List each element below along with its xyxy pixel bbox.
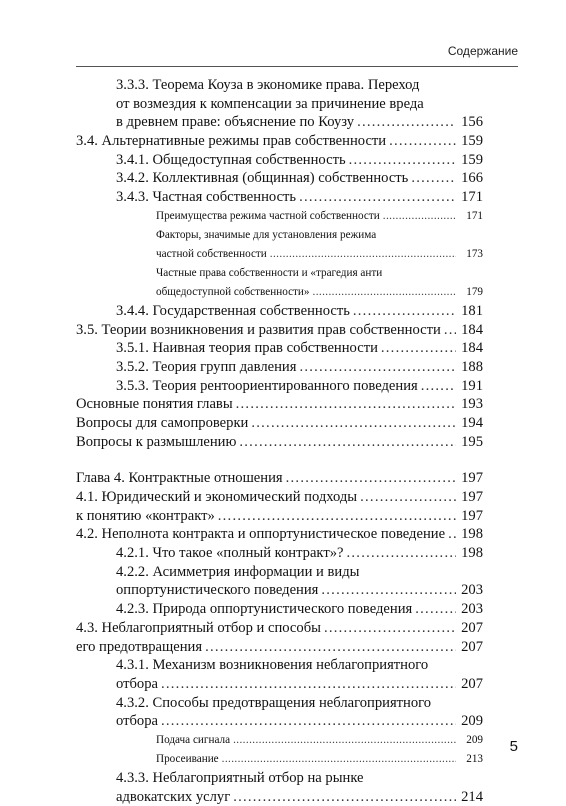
dot-leader	[383, 207, 456, 226]
toc-entry[interactable]	[76, 377, 483, 396]
toc-page-number: 207	[461, 675, 483, 692]
toc-entry[interactable]	[76, 525, 483, 544]
toc-entry-title: отбора	[116, 713, 158, 730]
toc-entry[interactable]	[76, 207, 483, 226]
toc-entry-title: отбора	[116, 675, 158, 692]
toc-entry-title: адвокатских услуг	[116, 788, 231, 805]
toc-entry-title: Факторы, значимые для установления режима	[156, 228, 377, 241]
dot-leader	[233, 788, 456, 806]
toc-page-number: 193	[461, 396, 483, 413]
toc-entry-title: 4.2.3. Природа оппортунистического поведения	[116, 601, 413, 618]
toc-entry-title: Глава 4. Контрактные отношения	[76, 470, 283, 487]
toc-entry-title: общедоступной собственности»	[156, 285, 310, 298]
dot-leader	[381, 339, 456, 358]
toc-page-number: 214	[461, 788, 483, 805]
toc-entry-title: 3.3.3. Теорема Коуза в экономике права. Переход	[116, 77, 420, 93]
toc-entry-title: его предотвращения	[76, 638, 203, 655]
toc-page-number: 159	[461, 133, 483, 150]
toc-entry-title: 3.5.1. Наивная теория прав собственности	[116, 340, 378, 357]
dot-leader	[411, 169, 456, 188]
toc-entry-title: 4.2.1. Что такое «полный контракт»?	[116, 545, 344, 562]
toc-page-number: 188	[461, 358, 483, 375]
toc-entry-title: Просеивание	[156, 752, 219, 765]
toc-entry-title: Частные права собственности и «трагедия анти	[156, 266, 383, 279]
toc-page-number: 209	[461, 713, 483, 730]
dot-leader	[205, 638, 456, 657]
dot-leader	[360, 488, 456, 507]
toc-page-number: 207	[461, 619, 483, 636]
toc-page-number: 159	[461, 151, 483, 168]
toc-entry[interactable]	[76, 619, 483, 638]
toc-entry-title: 4.3. Неблагоприятный отбор и способы	[76, 619, 321, 636]
toc-entry[interactable]	[76, 563, 483, 600]
toc-entry[interactable]	[76, 76, 483, 132]
toc-entry-title: 4.2.2. Асимметрия информации и виды	[116, 563, 360, 580]
dot-leader	[349, 151, 456, 170]
dot-leader	[415, 600, 456, 619]
toc-page-number: 197	[461, 470, 483, 487]
dot-leader	[161, 712, 456, 731]
toc-page-number: 198	[461, 526, 483, 543]
toc-entry-title: от возмездия к компенсации за причинение вреда	[116, 95, 424, 112]
toc-page-number: 198	[461, 545, 483, 562]
toc-entry[interactable]	[76, 544, 483, 563]
dot-leader	[353, 302, 456, 321]
toc-entry[interactable]	[76, 488, 483, 507]
toc-page-number: 213	[466, 752, 483, 765]
toc-entry-title: 3.4.2. Коллективная (общинная) собственность	[116, 170, 409, 187]
header-rule	[76, 66, 518, 67]
toc-entry[interactable]	[76, 264, 483, 302]
toc-page-number: 171	[461, 189, 483, 206]
dot-leader	[444, 321, 456, 340]
toc-entry[interactable]	[76, 769, 483, 806]
toc-page-number: 195	[461, 433, 483, 450]
toc-page-number: 181	[461, 302, 483, 319]
toc-entry-title: Вопросы для самопроверки	[76, 414, 249, 431]
toc-page-number: 209	[466, 733, 483, 746]
dot-leader	[251, 414, 456, 433]
toc-page-number: 194	[461, 414, 483, 431]
toc-entry[interactable]	[76, 507, 483, 526]
toc-page-number: 173	[466, 247, 483, 260]
page-number: 5	[509, 738, 518, 755]
toc-entry-title: Преимущества режима частной собственности	[156, 209, 380, 222]
toc-entry-title: 4.3.2. Способы предотвращения неблагоприятного	[116, 694, 432, 711]
toc-spacer	[76, 451, 483, 469]
toc-page-number: 191	[461, 377, 483, 394]
dot-leader	[239, 433, 456, 452]
toc-entry-title: Основные понятия главы	[76, 396, 233, 413]
toc-entry-title: Подача сигнала	[156, 733, 231, 746]
toc-entry[interactable]	[76, 656, 483, 693]
dot-leader	[347, 544, 457, 563]
toc-page-number: 203	[461, 601, 483, 618]
dot-leader	[321, 581, 456, 600]
toc-entry[interactable]	[76, 600, 483, 619]
dot-leader	[357, 113, 456, 132]
toc-page-number: 184	[461, 321, 483, 338]
dot-leader	[448, 525, 456, 544]
toc-entry[interactable]	[76, 132, 483, 151]
toc-entry-title: частной собственности	[156, 247, 267, 260]
toc-entry-title: 4.3.3. Неблагоприятный отбор на рынке	[116, 769, 364, 786]
toc-entry[interactable]	[76, 151, 483, 170]
dot-leader	[233, 731, 456, 750]
running-header: Содержание	[447, 44, 518, 58]
dot-leader	[270, 245, 456, 264]
toc-entry-title: к понятию «контракт»	[76, 507, 215, 524]
dot-leader	[389, 132, 456, 151]
toc-page-number: 171	[466, 209, 483, 222]
dot-leader	[324, 619, 456, 638]
dot-leader	[236, 395, 456, 414]
toc-entry-title: 4.3.1. Механизм возникновения неблагоприятного	[116, 657, 429, 674]
toc-entry-title: 4.1. Юридический и экономический подходы	[76, 489, 358, 505]
toc-page-number: 166	[461, 170, 483, 187]
toc-entry-title: 3.5.2. Теория групп давления	[116, 358, 297, 375]
dot-leader	[421, 377, 456, 396]
toc-entry[interactable]	[76, 321, 483, 340]
toc-entry[interactable]	[76, 339, 483, 358]
dot-leader	[286, 469, 456, 488]
toc-entry[interactable]	[76, 469, 483, 488]
toc-entry-title: 3.4.1. Общедоступная собственность	[116, 151, 346, 168]
toc-entry-title: 3.4.3. Частная собственность	[116, 189, 297, 206]
toc-page-number: 203	[461, 582, 483, 599]
table-of-contents	[76, 76, 483, 806]
toc-entry[interactable]	[76, 188, 483, 207]
toc-entry[interactable]	[76, 395, 483, 414]
toc-page-number: 179	[466, 285, 483, 298]
toc-entry[interactable]	[76, 638, 483, 657]
toc-entry[interactable]	[76, 433, 483, 452]
dot-leader	[161, 675, 456, 694]
toc-entry[interactable]	[76, 358, 483, 377]
toc-entry-title: оппортунистического поведения	[116, 582, 319, 599]
toc-entry[interactable]	[76, 226, 483, 264]
toc-entry-title: 3.4. Альтернативные режимы прав собственности	[76, 133, 387, 150]
dot-leader	[222, 750, 456, 769]
toc-entry[interactable]	[76, 694, 483, 731]
dot-leader	[299, 188, 456, 207]
toc-entry-title: в древнем праве: объяснение по Коузу	[116, 114, 355, 131]
dot-leader	[218, 507, 456, 526]
toc-page-number: 184	[461, 340, 483, 357]
toc-entry[interactable]	[76, 414, 483, 433]
toc-entry-title: Вопросы к размышлению	[76, 433, 237, 450]
toc-entry[interactable]	[76, 169, 483, 188]
dot-leader	[313, 283, 456, 302]
toc-entry[interactable]	[76, 731, 483, 750]
toc-page-number: 207	[461, 638, 483, 655]
toc-entry-title: 4.2. Неполнота контракта и оппортунистическое поведение	[76, 526, 446, 543]
toc-page-number: 197	[461, 507, 483, 524]
toc-entry-title: 3.5. Теории возникновения и развития прав собственности	[76, 321, 441, 338]
toc-entry[interactable]	[76, 302, 483, 321]
toc-entry[interactable]	[76, 750, 483, 769]
dot-leader	[299, 358, 456, 377]
toc-page-number: 197	[461, 489, 483, 505]
toc-entry-title: 3.5.3. Теория рентоориентированного поведения	[116, 377, 418, 394]
toc-page-number: 156	[461, 114, 483, 131]
toc-entry-title: 3.4.4. Государственная собственность	[116, 302, 350, 319]
